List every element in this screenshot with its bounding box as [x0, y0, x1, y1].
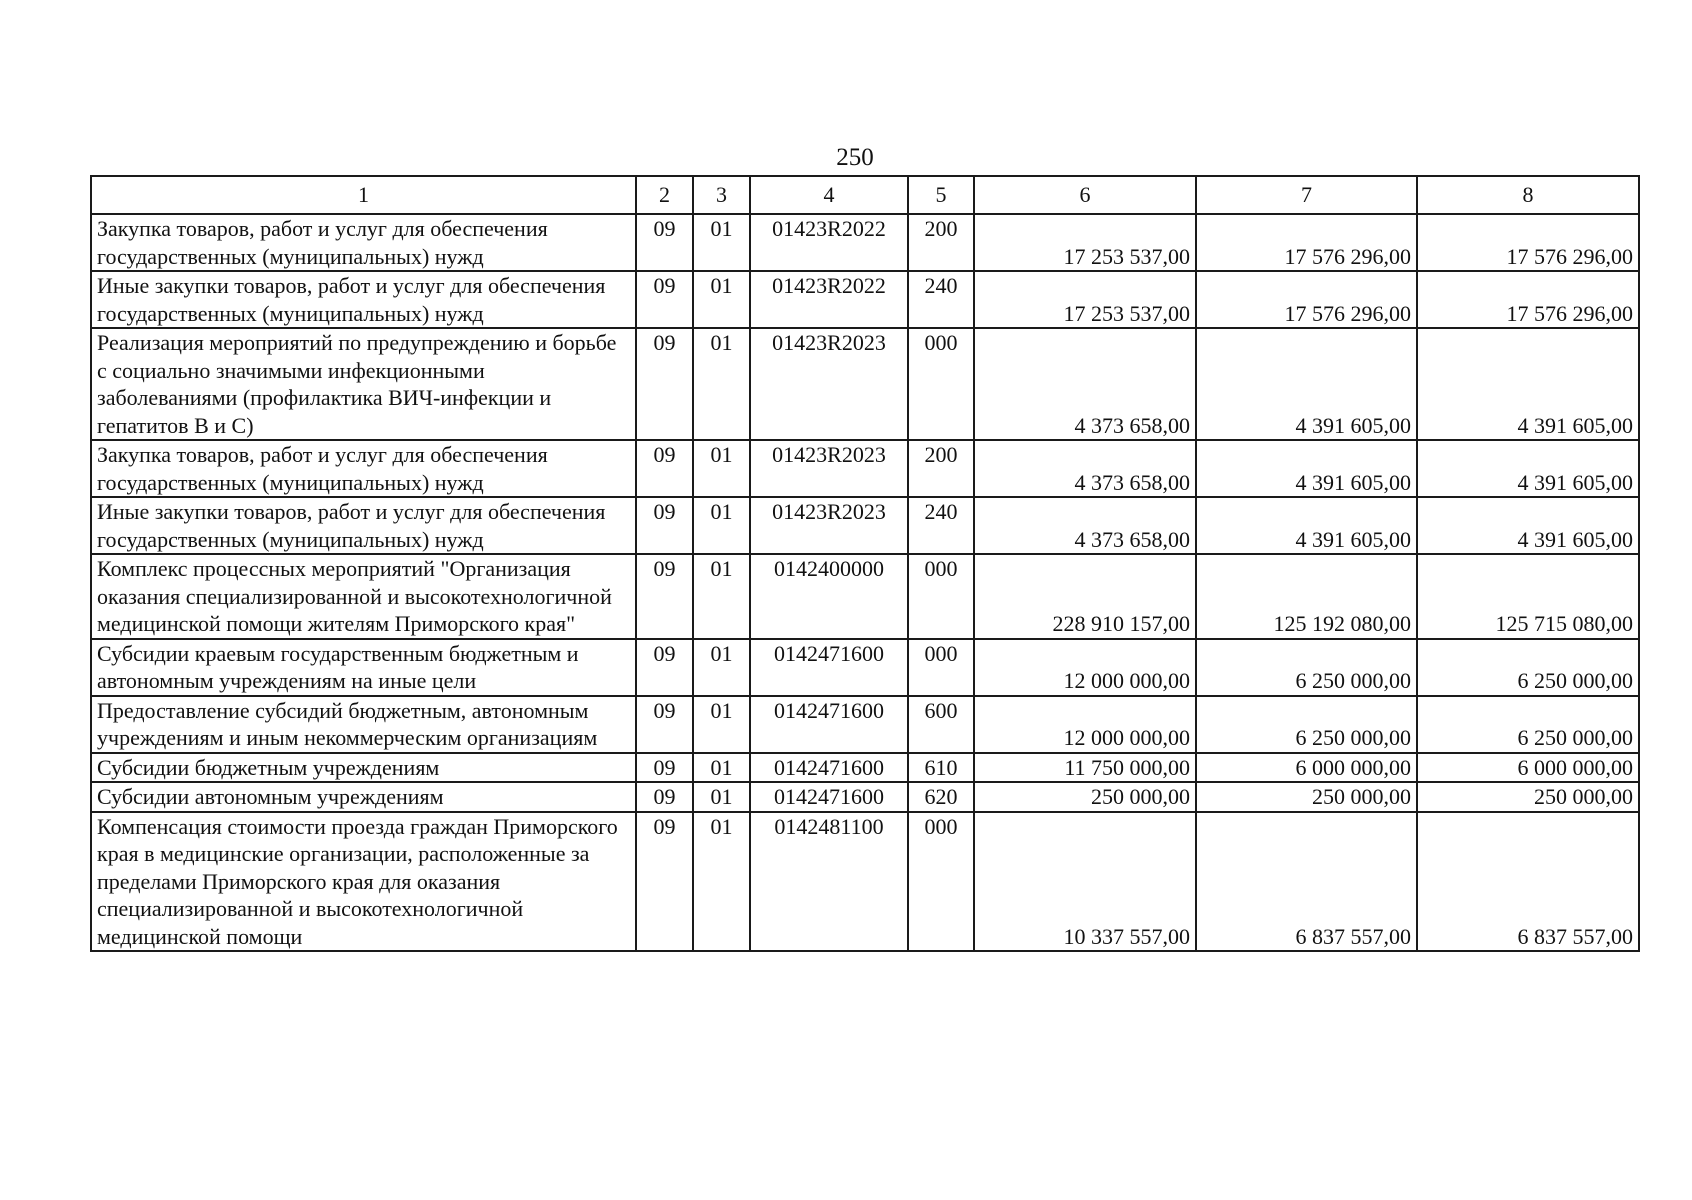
- header-cell: 8: [1417, 176, 1639, 214]
- expense-type-code: 620: [908, 782, 974, 812]
- subsection-code: 01: [693, 440, 750, 497]
- section-code: 09: [636, 440, 693, 497]
- section-code: 09: [636, 696, 693, 753]
- expense-type-code: 200: [908, 214, 974, 271]
- subsection-code: 01: [693, 812, 750, 952]
- target-article-code: 01423R2023: [750, 328, 908, 440]
- budget-table: [90, 175, 1640, 952]
- section-code: 09: [636, 497, 693, 554]
- header-row: [91, 176, 1639, 214]
- amount-col6: 17 253 537,00: [974, 214, 1196, 271]
- target-article-code: 01423R2023: [750, 497, 908, 554]
- expense-name: Субсидии автономным учреждениям: [91, 782, 636, 812]
- expense-name: Закупка товаров, работ и услуг для обеспечения государственных (муниципальных) нужд: [91, 440, 636, 497]
- table-header: [91, 176, 1639, 214]
- expense-name: Субсидии бюджетным учреждениям: [91, 753, 636, 783]
- expense-name: Предоставление субсидий бюджетным, автономным учреждениям и иным некоммерческим организациям: [91, 696, 636, 753]
- expense-type-code: 200: [908, 440, 974, 497]
- expense-name: Субсидии краевым государственным бюджетным и автономным учреждениям на иные цели: [91, 639, 636, 696]
- amount-col7: 125 192 080,00: [1196, 554, 1417, 639]
- table-row: [91, 214, 1639, 271]
- amount-col6: 250 000,00: [974, 782, 1196, 812]
- table-row: [91, 696, 1639, 753]
- amount-col6: 12 000 000,00: [974, 696, 1196, 753]
- amount-col7: 4 391 605,00: [1196, 440, 1417, 497]
- table-row: [91, 328, 1639, 440]
- target-article-code: 0142471600: [750, 782, 908, 812]
- expense-name: Иные закупки товаров, работ и услуг для обеспечения государственных (муниципальных) нужд: [91, 497, 636, 554]
- target-article-code: 0142471600: [750, 696, 908, 753]
- table-row: [91, 554, 1639, 639]
- section-code: 09: [636, 328, 693, 440]
- section-code: 09: [636, 812, 693, 952]
- amount-col7: 4 391 605,00: [1196, 328, 1417, 440]
- amount-col7: 250 000,00: [1196, 782, 1417, 812]
- amount-col8: 4 391 605,00: [1417, 328, 1639, 440]
- target-article-code: 0142471600: [750, 753, 908, 783]
- header-cell: 4: [750, 176, 908, 214]
- subsection-code: 01: [693, 214, 750, 271]
- subsection-code: 01: [693, 497, 750, 554]
- section-code: 09: [636, 753, 693, 783]
- amount-col8: 4 391 605,00: [1417, 497, 1639, 554]
- table-row: [91, 440, 1639, 497]
- subsection-code: 01: [693, 782, 750, 812]
- expense-name: Закупка товаров, работ и услуг для обеспечения государственных (муниципальных) нужд: [91, 214, 636, 271]
- expense-name: Компенсация стоимости проезда граждан Приморского края в медицинские организации, расположенные за пределами Приморского края для оказания специализированной и высокотехнологичной медицинской помощи: [91, 812, 636, 952]
- table-row: [91, 639, 1639, 696]
- amount-col8: 17 576 296,00: [1417, 214, 1639, 271]
- target-article-code: 0142400000: [750, 554, 908, 639]
- amount-col8: 6 250 000,00: [1417, 639, 1639, 696]
- header-cell: 3: [693, 176, 750, 214]
- expense-type-code: 240: [908, 271, 974, 328]
- header-cell: 6: [974, 176, 1196, 214]
- amount-col8: 6 837 557,00: [1417, 812, 1639, 952]
- amount-col7: 17 576 296,00: [1196, 214, 1417, 271]
- amount-col6: 17 253 537,00: [974, 271, 1196, 328]
- expense-type-code: 000: [908, 639, 974, 696]
- section-code: 09: [636, 271, 693, 328]
- amount-col7: 6 250 000,00: [1196, 639, 1417, 696]
- amount-col7: 17 576 296,00: [1196, 271, 1417, 328]
- subsection-code: 01: [693, 328, 750, 440]
- amount-col6: 10 337 557,00: [974, 812, 1196, 952]
- header-cell: 1: [91, 176, 636, 214]
- table-row: [91, 271, 1639, 328]
- expense-name: Иные закупки товаров, работ и услуг для обеспечения государственных (муниципальных) нужд: [91, 271, 636, 328]
- amount-col6: 4 373 658,00: [974, 328, 1196, 440]
- subsection-code: 01: [693, 271, 750, 328]
- amount-col6: 11 750 000,00: [974, 753, 1196, 783]
- table-row: [91, 497, 1639, 554]
- expense-name: Реализация мероприятий по предупреждению и борьбе с социально значимыми инфекционными заболеваниями (профилактика ВИЧ-инфекции и гепатитов B и C): [91, 328, 636, 440]
- page-number: 250: [836, 144, 874, 171]
- expense-type-code: 610: [908, 753, 974, 783]
- table-body: [91, 214, 1639, 951]
- header-cell: 2: [636, 176, 693, 214]
- amount-col7: 4 391 605,00: [1196, 497, 1417, 554]
- expense-name: Комплекс процессных мероприятий "Организация оказания специализированной и высокотехнологичной медицинской помощи жителям Приморского края": [91, 554, 636, 639]
- subsection-code: 01: [693, 696, 750, 753]
- amount-col6: 12 000 000,00: [974, 639, 1196, 696]
- target-article-code: 01423R2022: [750, 214, 908, 271]
- amount-col6: 228 910 157,00: [974, 554, 1196, 639]
- expense-type-code: 600: [908, 696, 974, 753]
- amount-col6: 4 373 658,00: [974, 440, 1196, 497]
- section-code: 09: [636, 782, 693, 812]
- table-row: [91, 753, 1639, 783]
- amount-col8: 4 391 605,00: [1417, 440, 1639, 497]
- table-row: [91, 812, 1639, 952]
- target-article-code: 01423R2023: [750, 440, 908, 497]
- section-code: 09: [636, 214, 693, 271]
- amount-col8: 6 250 000,00: [1417, 696, 1639, 753]
- amount-col6: 4 373 658,00: [974, 497, 1196, 554]
- section-code: 09: [636, 554, 693, 639]
- expense-type-code: 240: [908, 497, 974, 554]
- header-cell: 7: [1196, 176, 1417, 214]
- expense-type-code: 000: [908, 328, 974, 440]
- expense-type-code: 000: [908, 812, 974, 952]
- amount-col8: 250 000,00: [1417, 782, 1639, 812]
- target-article-code: 01423R2022: [750, 271, 908, 328]
- table-row: [91, 782, 1639, 812]
- target-article-code: 0142481100: [750, 812, 908, 952]
- subsection-code: 01: [693, 753, 750, 783]
- section-code: 09: [636, 639, 693, 696]
- expense-type-code: 000: [908, 554, 974, 639]
- subsection-code: 01: [693, 554, 750, 639]
- amount-col8: 125 715 080,00: [1417, 554, 1639, 639]
- amount-col7: 6 250 000,00: [1196, 696, 1417, 753]
- amount-col8: 6 000 000,00: [1417, 753, 1639, 783]
- amount-col7: 6 837 557,00: [1196, 812, 1417, 952]
- header-cell: 5: [908, 176, 974, 214]
- subsection-code: 01: [693, 639, 750, 696]
- amount-col8: 17 576 296,00: [1417, 271, 1639, 328]
- target-article-code: 0142471600: [750, 639, 908, 696]
- amount-col7: 6 000 000,00: [1196, 753, 1417, 783]
